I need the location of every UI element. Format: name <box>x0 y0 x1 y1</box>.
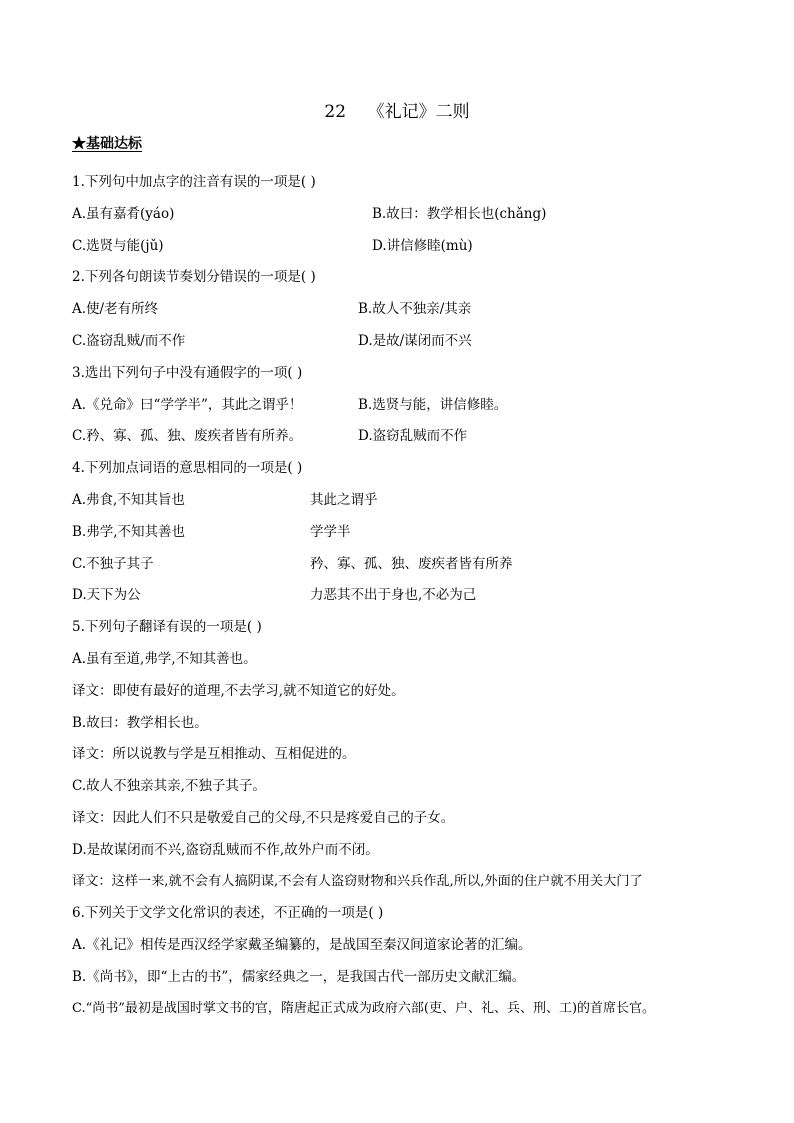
question-4-option-c-pair: 矜、寡、孤、独、废疾者皆有所养 <box>310 556 513 572</box>
question-5-stem: 5.下列句子翻译有误的一项是( ) <box>72 619 262 635</box>
question-2-option-d: D.是故/谋闭而不兴 <box>358 333 472 349</box>
question-5-translation-a: 译文：即使有最好的道理,不去学习,就不知道它的好处。 <box>72 683 405 699</box>
question-6-stem: 6.下列关于文学文化常识的表述，不正确的一项是( ) <box>72 905 384 921</box>
question-4-option-d: D.天下为公 <box>72 587 141 603</box>
question-2-option-a: A.使/老有所终 <box>72 301 159 317</box>
question-1-option-a: A.虽有嘉肴(yáo) <box>72 206 175 222</box>
question-6-option-b: B.《尚书》，即“上古的书”，儒家经典之一，是我国古代一部历史文献汇编。 <box>72 969 526 985</box>
question-2-stem: 2.下列各句朗读节奏划分错误的一项是( ) <box>72 269 316 285</box>
question-5-option-a: A.虽有至道,弗学,不知其善也。 <box>72 651 257 667</box>
question-2-option-c: C.盗窃乱贼/而不作 <box>72 333 186 349</box>
question-5-option-c: C.故人不独亲其亲,不独子其子。 <box>72 778 266 794</box>
question-3-stem: 3.选出下列句子中没有通假字的一项( ) <box>72 365 303 381</box>
question-4-option-c: C.不独子其子 <box>72 556 154 572</box>
question-5-translation-b: 译文：所以说教与学是互相推动、互相促进的。 <box>72 746 356 762</box>
question-4-option-b: B.弗学,不知其善也 <box>72 524 186 540</box>
question-1-option-d: D.讲信修睦(mù) <box>372 238 473 254</box>
page-title: 22 《礼记》二则 <box>324 102 470 122</box>
question-1-stem: 1.下列句中加点字的注音有误的一项是( ) <box>72 174 316 190</box>
question-4-option-b-pair: 学学半 <box>310 524 351 540</box>
question-4-option-a-pair: 其此之谓乎 <box>310 492 378 508</box>
question-5-option-b: B.故曰：教学相长也。 <box>72 715 208 731</box>
question-6-option-c: C.“尚书”最初是战国时掌文书的官，隋唐起正式成为政府六部(吏、户、礼、兵、刑、工)的首席长官。 <box>72 1001 656 1016</box>
section-heading: ★基础达标 <box>72 136 142 152</box>
question-1-option-c: C.选贤与能(jǔ) <box>72 238 164 254</box>
question-5-option-d: D.是故谋闭而不兴,盗窃乱贼而不作,故外户而不闭。 <box>72 842 379 858</box>
question-2-option-b: B.故人不独亲/其亲 <box>358 301 472 317</box>
question-3-option-b: B.选贤与能，讲信修睦。 <box>358 397 508 413</box>
question-5-translation-d: 译文：这样一来,就不会有人搞阴谋,不会有人盗窃财物和兴兵作乱,所以,外面的住户就不用关大门了 <box>72 874 643 889</box>
question-6-option-a: A.《礼记》相传是西汉经学家戴圣编纂的，是战国至秦汉间道家论著的汇编。 <box>72 937 532 953</box>
question-3-option-a: A.《兑命》曰“学学半”，其此之谓乎！ <box>72 397 303 413</box>
question-3-option-c: C.矜、寡、孤、独、废疾者皆有所养。 <box>72 428 303 444</box>
question-5-translation-c: 译文：因此人们不只是敬爱自己的父母,不只是疼爱自己的子女。 <box>72 810 455 826</box>
question-1-option-b: B.故曰：教学相长也(chǎng) <box>372 206 547 222</box>
question-4-stem: 4.下列加点词语的意思相同的一项是( ) <box>72 460 303 476</box>
question-3-option-d: D.盗窃乱贼而不作 <box>358 428 468 444</box>
question-4-option-d-pair: 力恶其不出于身也,不必为己 <box>310 587 477 603</box>
question-4-option-a: A.弗食,不知其旨也 <box>72 492 185 508</box>
